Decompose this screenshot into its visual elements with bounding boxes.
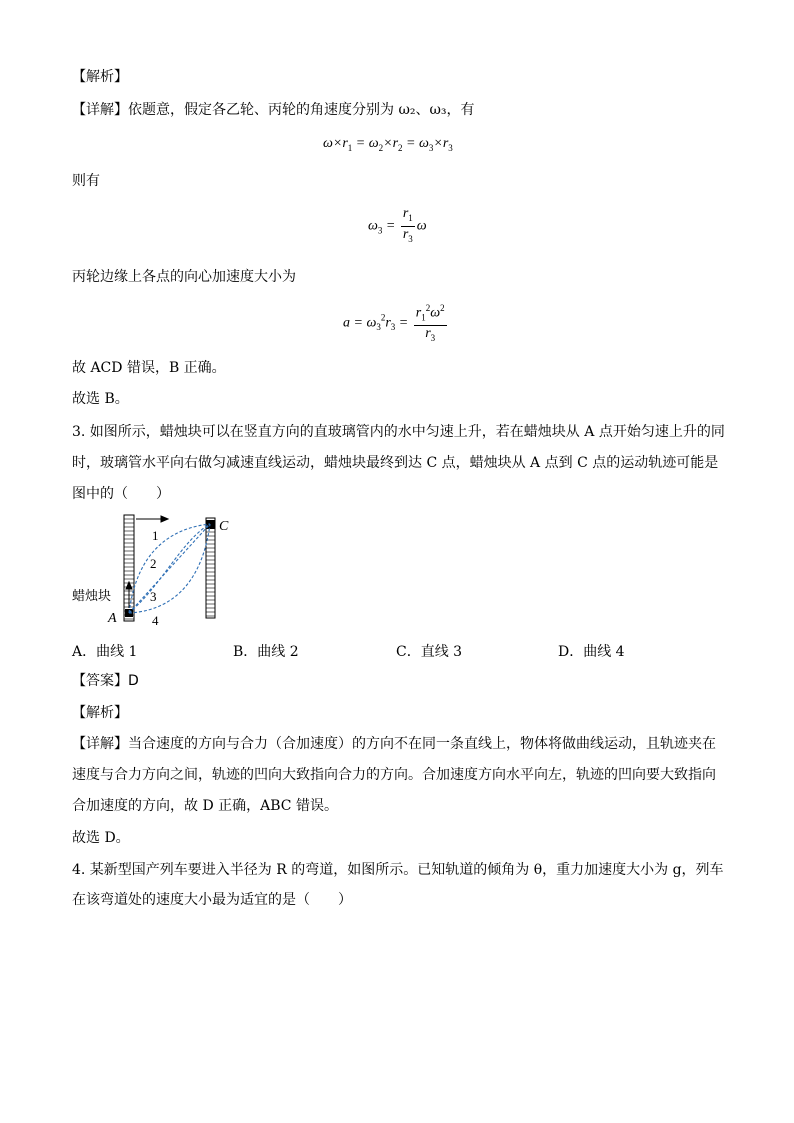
then-text: 则有 <box>72 173 100 189</box>
point-label-c: C <box>219 519 229 534</box>
option-a[interactable]: A．曲线 1 <box>72 644 138 660</box>
velocity-arrow-right <box>136 516 168 522</box>
curve-label-1: 1 <box>152 528 159 543</box>
question-3-line-1: 3. 如图所示，蜡烛块可以在竖直方向的直玻璃管内的水中匀速上升，若在蜡烛块从 A 点开始匀速上升的同 <box>72 424 725 440</box>
curve-label-4: 4 <box>152 613 159 628</box>
detail-paragraph-2-line-3: 合加速度的方向，故 D 正确，ABC 错误。 <box>72 798 338 814</box>
candle-block-label: 蜡烛块 <box>72 589 112 604</box>
right-tube-hatching <box>206 532 215 616</box>
option-b[interactable]: B．曲线 2 <box>233 644 299 660</box>
detail-paragraph-2-line-2: 速度与合力方向之间，轨迹的凹向大致指向合力的方向。合加速度方向水平向左，轨迹的凹向要大致指向 <box>72 767 716 783</box>
option-c[interactable]: C．直线 3 <box>396 644 463 660</box>
detail-paragraph-2-line-1: 【详解】当合速度的方向与合力（合加速度）的方向不在同一条直线上，物体将做曲线运动，且轨迹夹在 <box>72 736 716 752</box>
curve-label-2: 2 <box>150 556 157 571</box>
question-4-line-2: 在该弯道处的速度大小最为适宜的是（ ） <box>72 892 352 908</box>
question-3-line-2: 时，玻璃管水平向右做匀减速直线运动，蜡烛块最终到达 C 点，蜡烛块从 A 点到 C 点的运动轨迹可能是 <box>72 455 719 471</box>
question-3-line-3: 图中的（ ） <box>72 486 170 502</box>
point-label-a: A <box>108 611 117 626</box>
analysis-tag-2: 【解析】 <box>72 705 128 721</box>
formula-acceleration: $a = \omega_3^2r_3$ = $\frac{r_1^2\omega^2}{r_3}$ <box>343 300 449 346</box>
formula-omega3: $\omega_3$ = $\frac{r_1}{r_3}$ ω <box>368 206 427 244</box>
answer-tag: 【答案】D <box>72 673 139 689</box>
curve-label-3: 3 <box>150 589 157 604</box>
candle-trajectory-figure <box>72 510 242 635</box>
choose-2: 故选 D。 <box>72 830 130 846</box>
trajectory-curves <box>129 524 210 613</box>
conclusion-1: 故 ACD 错误，B 正确。 <box>72 360 226 376</box>
option-d[interactable]: D．曲线 4 <box>558 644 625 660</box>
choose-1: 故选 B。 <box>72 391 129 407</box>
c-wheel-intro: 丙轮边缘上各点的向心加速度大小为 <box>72 269 296 285</box>
formula-omega-equality: $\omega\times r_1 = \omega_2\times r_2 = \omega_3\times r_3$ <box>323 136 453 153</box>
question-4-line-1: 4. 某新型国产列车要进入半径为 R 的弯道，如图所示。已知轨道的倾角为 θ，重力加速度大小为 g，列车 <box>72 862 724 878</box>
detail-paragraph-1: 【详解】依题意，假定各乙轮、丙轮的角速度分别为 ω₂、ω₃，有 <box>72 102 475 118</box>
analysis-tag-1: 【解析】 <box>72 69 128 85</box>
